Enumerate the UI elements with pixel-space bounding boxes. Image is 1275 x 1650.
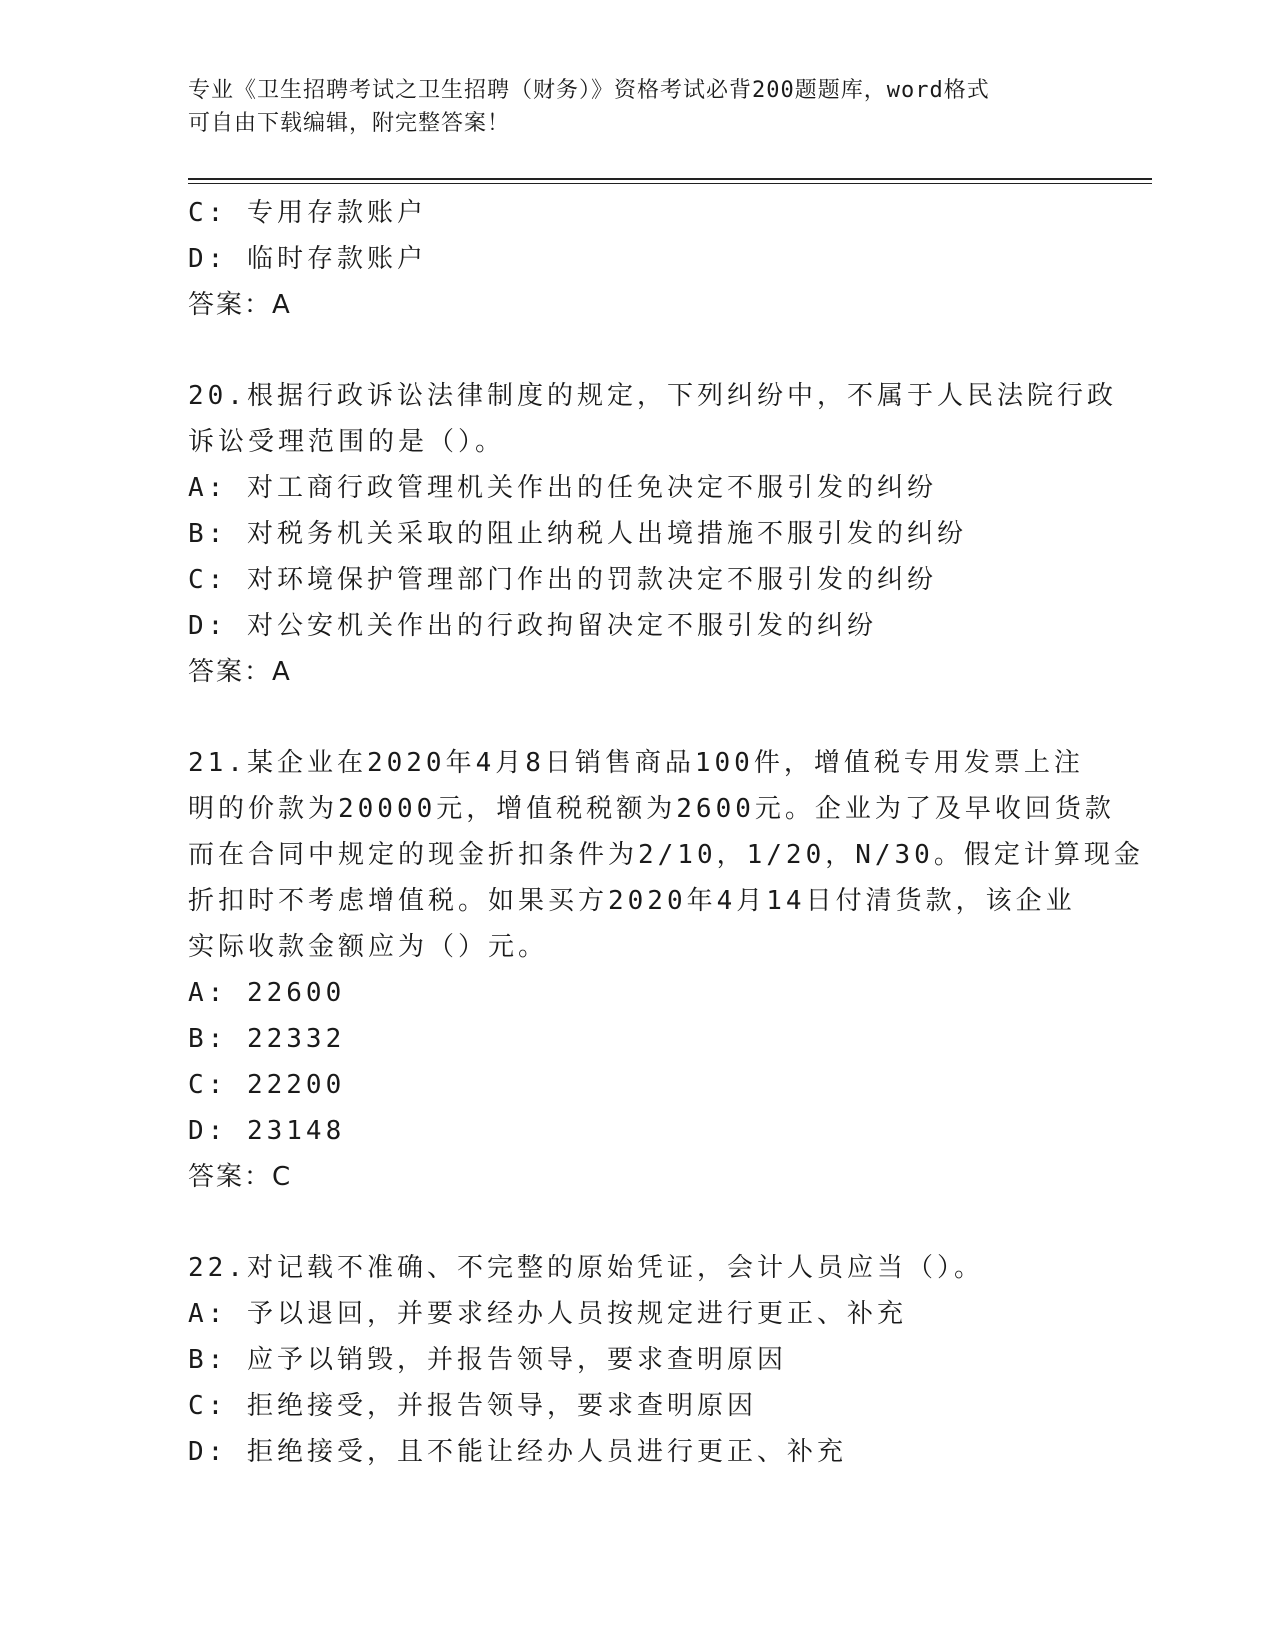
question-21: [188, 740, 1144, 1200]
q22-option-c: C: 拒绝接受，并报告领导，要求查明原因: [188, 1391, 757, 1421]
document-header: [188, 74, 1068, 140]
q22-stem-line-1: 22.对记载不准确、不完整的原始凭证，会计人员应当（）。: [188, 1253, 984, 1283]
q20-option-a: A: 对工商行政管理机关作出的任免决定不服引发的纠纷: [188, 473, 937, 503]
header-line-2: 可自由下载编辑，附完整答案！: [188, 111, 511, 136]
q21-stem-line-1: 21.某企业在2020年4月8日销售商品100件，增值税专用发票上注: [188, 748, 1084, 778]
q21-option-b: B: 22332: [188, 1024, 346, 1054]
q22-option-d: D: 拒绝接受，且不能让经办人员进行更正、补充: [188, 1437, 847, 1467]
q20-answer: 答案：A: [188, 657, 292, 687]
q19-answer: 答案：A: [188, 290, 292, 320]
question-19: [188, 190, 1088, 328]
header-rule-thin: [188, 183, 1152, 184]
q19-option-c: C: 专用存款账户: [188, 198, 427, 228]
q21-stem-line-3: 而在合同中规定的现金折扣条件为2/10，1/20，N/30。假定计算现金: [188, 840, 1144, 870]
header-rule-thick: [188, 178, 1152, 180]
q22-option-a: A: 予以退回，并要求经办人员按规定进行更正、补充: [188, 1299, 907, 1329]
q20-option-b: B: 对税务机关采取的阻止纳税人出境措施不服引发的纠纷: [188, 519, 967, 549]
spacer: [188, 1200, 1088, 1245]
spacer: [188, 328, 1088, 373]
question-list: [188, 190, 1144, 1475]
q20-stem-line-1: 20.根据行政诉讼法律制度的规定，下列纠纷中，不属于人民法院行政: [188, 381, 1117, 411]
q20-option-c: C: 对环境保护管理部门作出的罚款决定不服引发的纠纷: [188, 565, 937, 595]
q22-option-b: B: 应予以销毁，并报告领导，要求查明原因: [188, 1345, 787, 1375]
q21-stem-line-5: 实际收款金额应为（）元。: [188, 932, 549, 962]
q21-option-c: C: 22200: [188, 1070, 346, 1100]
q21-answer: 答案：C: [188, 1162, 293, 1192]
q20-option-d: D: 对公安机关作出的行政拘留决定不服引发的纠纷: [188, 611, 877, 641]
q21-stem-line-4: 折扣时不考虑增值税。如果买方2020年4月14日付清货款，该企业: [188, 886, 1076, 916]
question-22: [188, 1245, 1088, 1475]
spacer: [188, 695, 1088, 740]
q19-option-d: D: 临时存款账户: [188, 244, 427, 274]
q21-stem-line-2: 明的价款为20000元，增值税税额为2600元。企业为了及早收回货款: [188, 794, 1115, 824]
q20-stem-line-2: 诉讼受理范围的是（）。: [188, 427, 506, 457]
question-20: [188, 373, 1117, 695]
q21-option-d: D: 23148: [188, 1116, 346, 1146]
header-line-1: 专业《卫生招聘考试之卫生招聘（财务）》资格考试必背200题题库，word格式: [188, 78, 990, 103]
q21-option-a: A: 22600: [188, 978, 346, 1008]
